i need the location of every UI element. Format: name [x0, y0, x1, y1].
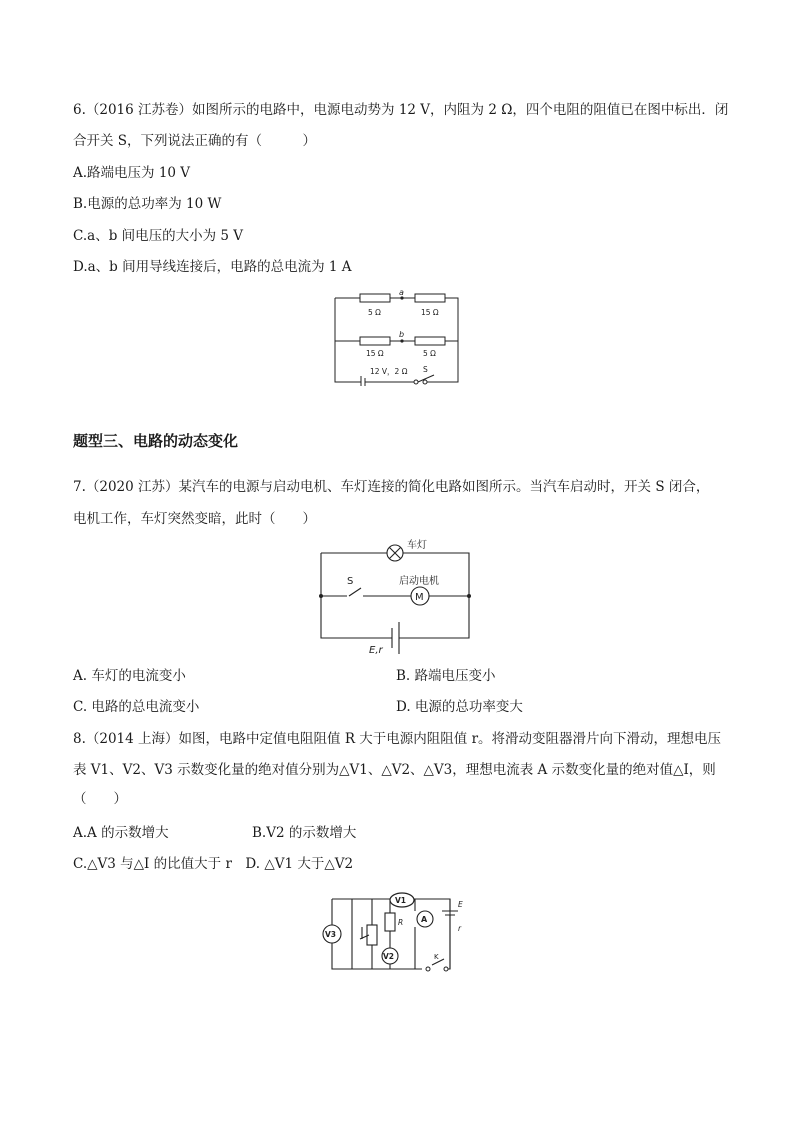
q8-ammeter-label: A [421, 915, 428, 924]
q8-v2-label: V2 [383, 952, 395, 961]
q6-node-a: a [399, 288, 404, 297]
q6-circuit-diagram [330, 286, 465, 386]
q6-option-c: C.a、b 间电压的大小为 5 V [73, 228, 244, 244]
q6-option-b: B.电源的总功率为 10 W [73, 196, 222, 212]
q6-r2-label: 15 Ω [421, 308, 439, 317]
q6-switch-label: S [423, 365, 428, 374]
q6-r4-label: 5 Ω [423, 349, 436, 358]
q7-source-label: E,r [369, 645, 383, 656]
q8-circuit-diagram [322, 887, 472, 975]
q8-internal-label: r [458, 924, 462, 933]
q6-option-a: A.路端电压为 10 V [73, 165, 191, 181]
q7-option-d: D. 电源的总功率变大 [396, 699, 523, 715]
q8-option-b: B.V2 的示数增大 [252, 825, 357, 841]
q6-stem-line1: 6.（2016 江苏卷）如图所示的电路中，电源电动势为 12 V，内阻为 2 Ω，四个电阻的阻值已在图中标出．闭 [73, 102, 729, 118]
q7-option-b: B. 路端电压变小 [396, 668, 496, 684]
q8-stem-line3: （ ） [73, 791, 127, 807]
q6-option-d: D.a、b 间用导线连接后，电路的总电流为 1 A [73, 259, 352, 275]
q8-option-a: A.A 的示数增大 [73, 825, 169, 841]
q8-stem-line1: 8.（2014 上海）如图，电路中定值电阻阻值 R 大于电源内阻阻值 r。将滑动变阻器滑片向下滑动，理想电压 [73, 731, 722, 747]
q7-switch-label: S [347, 576, 354, 587]
q8-emf-label: E [458, 900, 463, 909]
q8-stem-line2: 表 V1、V2、V3 示数变化量的绝对值分别为△V1、△V2、△V3，理想电流表 A 示数变化量的绝对值△I，则 [73, 762, 716, 778]
q7-option-c: C. 电路的总电流变小 [73, 699, 200, 715]
q7-stem-line1: 7.（2020 江苏）某汽车的电源与启动电机、车灯连接的简化电路如图所示。当汽车启动时，开关 S 闭合， [73, 479, 710, 495]
q8-switch-label: K [434, 953, 439, 961]
q7-circuit-diagram [315, 538, 475, 658]
q6-source-label: 12 V，2 Ω [370, 367, 408, 376]
q7-option-a: A. 车灯的电流变小 [73, 668, 186, 684]
q8-option-c: C.△V3 与△I 的比值大于 r [73, 856, 232, 872]
q8-v1-label: V1 [395, 896, 407, 905]
q7-lamp-label: 车灯 [407, 540, 427, 551]
section-title: 题型三、电路的动态变化 [73, 432, 239, 450]
q7-motor-label: 启动电机 [399, 576, 439, 587]
q8-resistor-label: R [398, 918, 404, 927]
q8-options-cd [73, 855, 353, 873]
q6-node-b: b [399, 330, 405, 339]
q7-stem-line2: 电机工作，车灯突然变暗，此时（ ） [73, 511, 316, 527]
q6-r3-label: 15 Ω [366, 349, 384, 358]
q8-option-d: D. △V1 大于△V2 [245, 856, 354, 872]
q6-stem-line2: 合开关 S，下列说法正确的有（ ） [73, 133, 317, 149]
q6-r1-label: 5 Ω [368, 308, 381, 317]
q7-motor-symbol: M [415, 592, 424, 603]
q8-v3-label: V3 [325, 930, 337, 939]
